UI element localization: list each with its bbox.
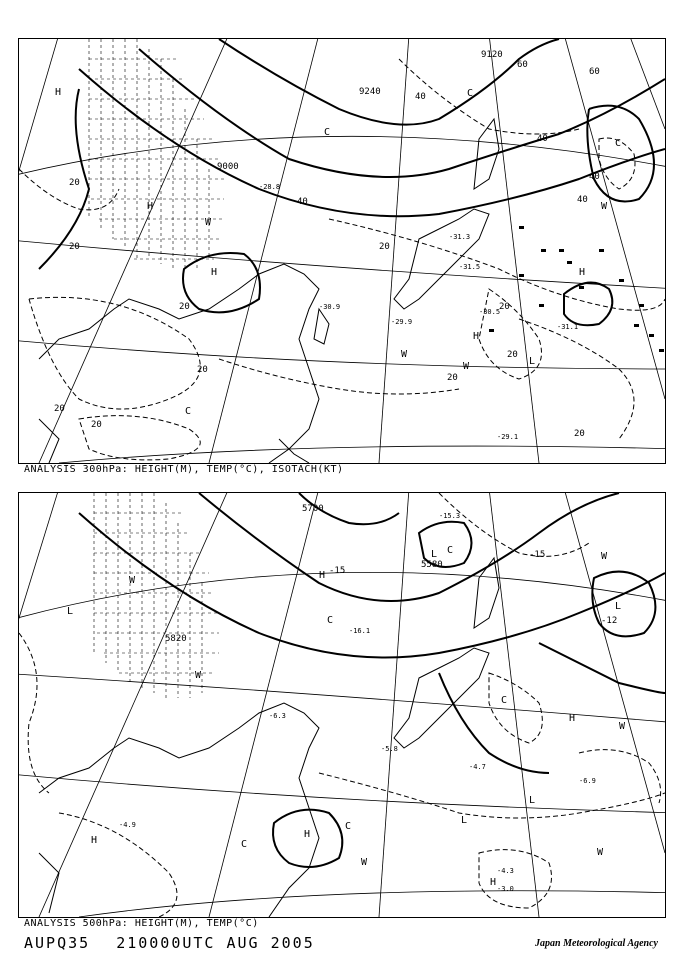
coastline [39, 558, 499, 917]
temperature-label: -29.9 [391, 318, 413, 326]
map-panel-500hpa [18, 492, 666, 918]
longitude-grid [19, 493, 665, 917]
low-label: L [615, 601, 622, 612]
map-panel-300hpa [18, 38, 666, 464]
temperature-label: -4.9 [119, 821, 136, 829]
low-label: L [431, 549, 438, 560]
map-500hpa-svg [19, 493, 665, 917]
temperature-label: -15 [329, 566, 346, 576]
warm-label: W [597, 847, 604, 858]
product-header [24, 934, 341, 952]
isotach-label: 20 [499, 302, 510, 312]
isotach-label: 40 [297, 197, 308, 207]
height-label: 9240 [359, 87, 381, 97]
isotach-label: 20 [69, 242, 80, 252]
warm-label: W [195, 670, 202, 681]
temperature-label: -15.3 [439, 512, 461, 520]
low-label: L [529, 356, 536, 367]
product-code: AUPQ35 [24, 934, 91, 952]
high-label: H [304, 829, 311, 840]
cold-label: C [467, 88, 474, 99]
latitude-grid [19, 572, 665, 917]
caption-500hpa: ANALYSIS 500hPa: HEIGHT(M), TEMP(°C) [24, 918, 259, 929]
high-label: H [319, 570, 326, 581]
warm-label: W [601, 551, 608, 562]
terrain-hatch [94, 493, 219, 698]
temperature-label: -29.1 [497, 433, 519, 441]
cold-label: C [501, 695, 508, 706]
isotach-label: 40 [577, 195, 588, 205]
latitude-grid [19, 136, 665, 463]
temperature-label: -6.9 [579, 777, 596, 785]
isotach-label: 40 [537, 134, 548, 144]
isotach-label: 60 [517, 60, 528, 70]
isotach-label: 20 [91, 420, 102, 430]
temperature-label: -4.7 [469, 763, 486, 771]
temperature-label: -4.3 [497, 867, 514, 875]
isotach-label: 20 [507, 350, 518, 360]
temperature-label: -28.8 [259, 183, 281, 191]
temperature-label: -5.8 [381, 745, 398, 753]
high-label: H [473, 331, 480, 342]
isotach-label: 20 [379, 242, 390, 252]
height-label: 9000 [217, 162, 239, 172]
cold-label: C [241, 839, 248, 850]
cold-label: C [615, 138, 622, 149]
temperature-contours [19, 493, 665, 917]
low-label: L [461, 815, 468, 826]
temperature-label: -31.5 [459, 263, 481, 271]
analysis-datetime: 210000UTC AUG 2005 [116, 934, 315, 952]
isotach-label: 20 [197, 365, 208, 375]
height-label: 5700 [302, 504, 324, 514]
temperature-label: -15 [529, 550, 546, 560]
height-contours [39, 39, 665, 325]
temperature-label: -31.1 [557, 323, 579, 331]
longitude-grid [19, 39, 665, 463]
cold-label: C [447, 545, 454, 556]
temperature-label: -3.0 [497, 885, 514, 893]
cold-label: C [345, 821, 352, 832]
warm-label: W [361, 857, 368, 868]
isotach-label: 20 [179, 302, 190, 312]
temperature-label: -30.9 [319, 303, 341, 311]
low-label: L [67, 606, 74, 617]
isotach-label: 20 [69, 178, 80, 188]
temperature-label: -30.5 [479, 308, 501, 316]
warm-label: W [401, 349, 408, 360]
isotach-label: 20 [574, 429, 585, 439]
temperature-label: -31.3 [449, 233, 471, 241]
high-label: H [211, 267, 218, 278]
warm-label: W [205, 217, 212, 228]
temperature-label: -12 [601, 616, 618, 626]
height-label: 5580 [421, 560, 443, 570]
isotach-label: 40 [589, 172, 600, 182]
agency-credit: Japan Meteorological Agency [535, 938, 658, 949]
height-contours [79, 493, 665, 867]
high-label: H [147, 201, 154, 212]
high-label: H [569, 713, 576, 724]
height-label: 5820 [165, 634, 187, 644]
warm-label: W [129, 575, 136, 586]
height-label: 9120 [481, 50, 503, 60]
cold-label: C [324, 127, 331, 138]
isotach-label: 20 [447, 373, 458, 383]
isotach-label: 40 [415, 92, 426, 102]
temperature-label: -16.1 [349, 627, 371, 635]
cold-label: C [327, 615, 334, 626]
terrain-hatch [89, 39, 224, 269]
cold-label: C [185, 406, 192, 417]
map-300hpa-svg [19, 39, 665, 463]
warm-label: W [463, 361, 470, 372]
high-label: H [55, 87, 62, 98]
isotach-label: 20 [54, 404, 65, 414]
high-label: H [490, 877, 497, 888]
high-label: H [91, 835, 98, 846]
low-label: L [529, 795, 536, 806]
warm-label: W [601, 201, 608, 212]
station-marks [489, 226, 664, 352]
high-label: H [579, 267, 586, 278]
warm-label: W [619, 721, 626, 732]
temperature-label: -6.3 [269, 712, 286, 720]
isotach-label: 60 [589, 67, 600, 77]
coastline [39, 119, 499, 463]
caption-300hpa: ANALYSIS 300hPa: HEIGHT(M), TEMP(°C), ISOTACH(KT) [24, 464, 344, 475]
